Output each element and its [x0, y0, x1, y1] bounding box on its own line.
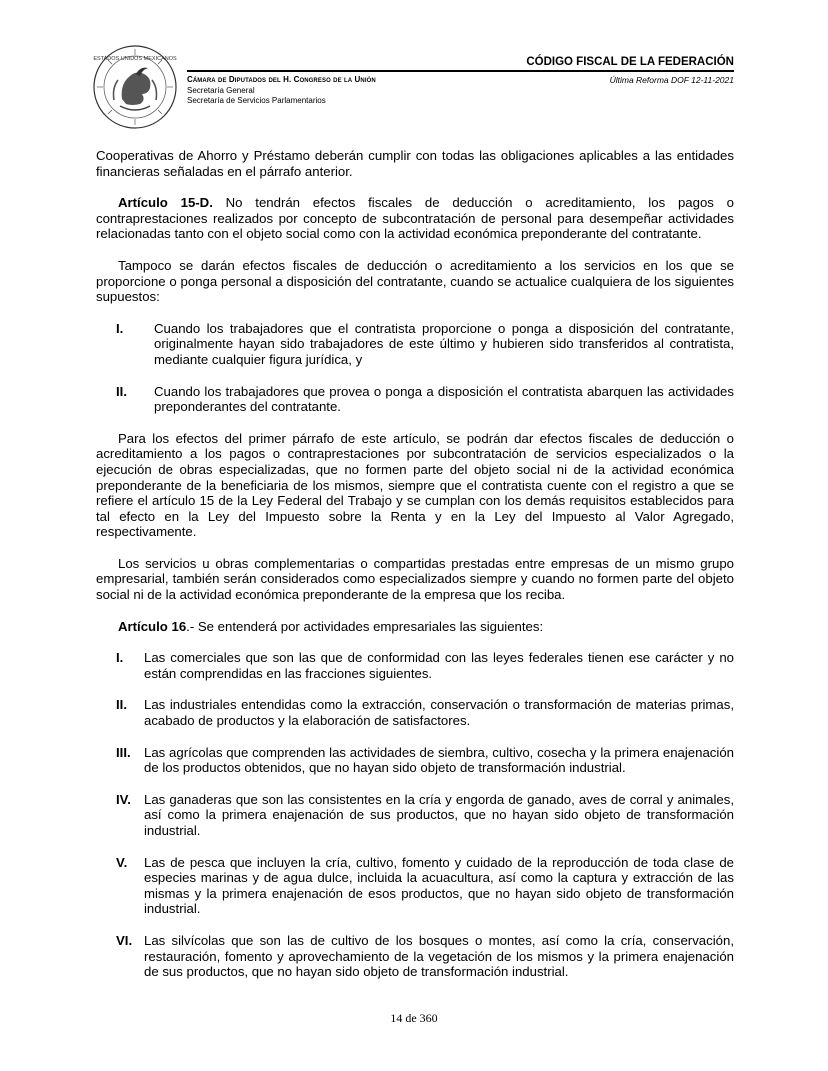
list-item	[96, 321, 734, 368]
secretaria-general: Secretaría General	[187, 85, 255, 95]
article-15d-heading: Artículo 15-D.	[118, 195, 213, 211]
item-number: V.	[116, 854, 128, 870]
seal-text: ESTADOS UNIDOS MEXICANOS	[93, 56, 177, 62]
paragraph-efectos: Para los efectos del primer párrafo de este artículo, se podrán dar efectos fiscales de deducción o acreditamiento a los pagos o contraprestaciones por subcontratación de servicios especializados o la ejecución de obras especializadas, que no formen parte del objeto social ni de la actividad económica preponderante de la beneficiaria de los mismos, siempre que el contratista cuente con el registro a que se refiere el artículo 15 de la Ley Federal del Trabajo y se cumplan con los demás requisitos establecidos para tal efecto en la Ley del Impuesto sobre la Renta y en la Ley del Impuesto al Valor Agregado, respectivamente.	[96, 430, 734, 540]
paragraph-cooperativas: Cooperativas de Ahorro y Préstamo deberán cumplir con todas las obligaciones aplicables a las entidades financieras señaladas en el párrafo anterior.	[96, 148, 734, 179]
item-text: Las de pesca que incluyen la cría, cultivo, fomento y cuidado de la reproducción de toda clase de especies marinas y de agua dulce, incluida la acuacultura, así como la captura y extracción de las mismas y la primera enajenación de esos productos, que no hayan sido objeto de transformación industrial.	[144, 854, 734, 917]
item-number: I.	[116, 320, 124, 336]
item-number: III.	[116, 744, 131, 760]
header-institution-block	[187, 75, 376, 107]
item-text: Las industriales entendidas como la extracción, conservación o transformación de materias primas, acabado de productos y la elaboración de satisfactores.	[144, 697, 734, 729]
item-text: Las silvícolas que son las de cultivo de los bosques o montes, así como la cría, conservación, restauración, fomento y aprovechamiento de la vegetación de los mismos y la primera enajenación de sus productos, que no hayan sido objeto de transformación industrial.	[144, 932, 734, 980]
header-rule	[187, 70, 734, 72]
list-item	[96, 855, 734, 917]
item-text: Las comerciales que son las que de conformidad con las leyes federales tienen ese carácter y no están comprendidas en las fracciones siguientes.	[144, 650, 734, 681]
page-number: 14 de 360	[390, 1011, 438, 1025]
list-item	[96, 650, 734, 681]
item-number: II.	[116, 383, 127, 399]
institution-name: Cámara de Diputados del H. Congreso de la Unión	[187, 75, 376, 84]
secretaria-servicios: Secretaría de Servicios Parlamentarios	[187, 96, 326, 105]
actividades-list	[96, 650, 734, 980]
item-number: VI.	[116, 932, 133, 948]
document-body	[96, 148, 734, 996]
supuestos-list	[96, 321, 734, 415]
article-16-heading: Artículo 16	[118, 618, 187, 634]
item-number: IV.	[116, 791, 131, 807]
coat-of-arms-seal-icon	[92, 44, 178, 130]
document-title: CÓDIGO FISCAL DE LA FEDERACIÓN	[526, 56, 734, 68]
item-text: Las agrícolas que comprenden las actividades de siembra, cultivo, cosecha y la primera enajenación de los productos obtenidos, que no hayan sido objeto de transformación industrial.	[144, 744, 734, 776]
article-15d-text: No tendrán efectos fiscales de deducción o acreditamiento, los pagos o contraprestaciones realizados por concepto de subcontratación de personal para desempeñar actividades relacionadas tanto con el objeto social como con la actividad económica preponderante del contratante.	[96, 195, 734, 242]
paragraph-art15d	[96, 195, 734, 242]
item-text: Las ganaderas que son las consistentes en la cría y engorda de ganado, aves de corral y animales, así como la primera enajenación de sus productos, que no hayan sido objeto de transformación industrial.	[144, 791, 734, 838]
list-item	[96, 933, 734, 980]
item-number: II.	[116, 697, 127, 713]
paragraph-tampoco: Tampoco se darán efectos fiscales de deducción o acreditamiento a los servicios en los que se proporcione o ponga personal a disposición del contratante, cuando se actualice cualquiera de los siguientes supuestos:	[96, 257, 734, 305]
item-text: Cuando los trabajadores que el contratista proporcione o ponga a disposición del contratante, originalmente hayan sido trabajadores de este último y hubieren sido transferidos al contratista, mediante cualquier figura jurídica, y	[154, 320, 734, 367]
list-item	[96, 745, 734, 776]
list-item	[96, 697, 734, 728]
paragraph-servicios: Los servicios u obras complementarias o compartidas prestadas entre empresas de un mismo grupo empresarial, también serán considerados como especializados siempre y cuando no formen parte del objeto social ni de la actividad económica preponderante de la empresa que los reciba.	[96, 555, 734, 603]
list-item	[96, 384, 734, 415]
article-16-text: .- Se entenderá por actividades empresariales las siguientes:	[186, 618, 544, 634]
item-text: Cuando los trabajadores que provea o ponga a disposición el contratista abarquen las actividades preponderantes del contratante.	[154, 383, 734, 415]
last-reform-date: Última Reforma DOF 12-11-2021	[609, 75, 734, 85]
paragraph-art16	[96, 619, 734, 635]
item-number: I.	[116, 650, 124, 666]
list-item	[96, 792, 734, 839]
